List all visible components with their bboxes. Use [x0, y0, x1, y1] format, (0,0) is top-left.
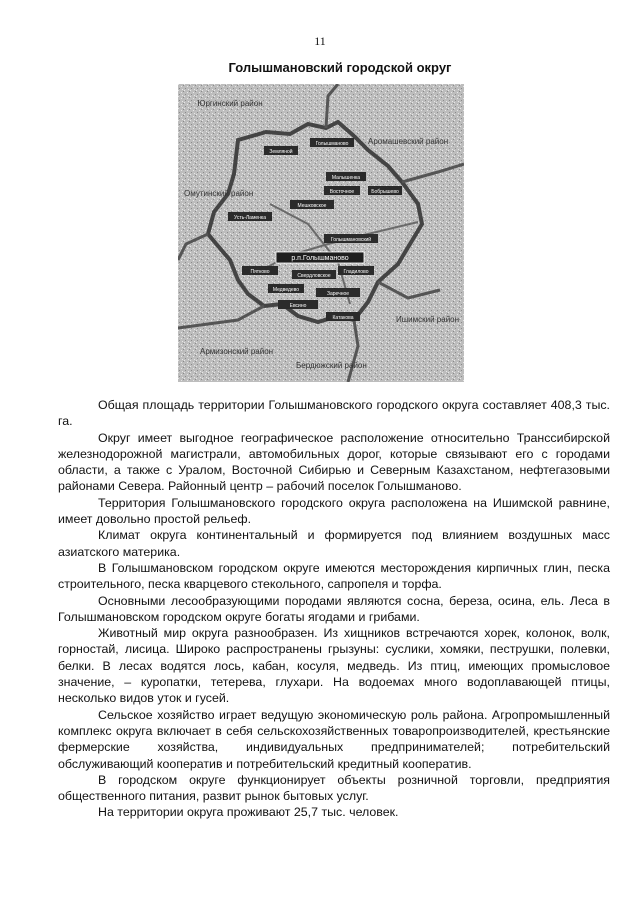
- paragraph: Животный мир округа разнообразен. Из хищников встречаются хорек, колонок, волк, горностай, лисица. Широко распространены грызуны: суслики, хомяки, пеструшки, полевки, белки. В лесах водятся лось, кабан, косуля, медведь. Из птиц, имеющих промысловое значение, – куропатки, тетерева, глухари. На водоемах много водоплавающей птицы, несколько видов уток и гусей.: [58, 626, 610, 706]
- paragraph: Территория Голышмановского городского округа расположена на Ишимской равнине, имеет довольно простой рельеф.: [58, 495, 610, 527]
- settlement-label: Мешковское: [297, 203, 327, 209]
- region-label: Армизонский район: [200, 347, 274, 356]
- region-label: Ишимский район: [396, 315, 460, 324]
- settlement-label: Евсино: [289, 303, 307, 309]
- region-label: Юргинский район: [197, 99, 263, 108]
- region-label: Аромашевский район: [368, 137, 449, 146]
- paragraph: Округ имеет выгодное географическое расположение относительно Транссибирской железнодорожной магистрали, автомобильных дорог, которые связывают его с городами области, а также с Уралом, Восточной Сибирью и Северным Казахстаном, нефтегазовыми районами Севера. Районный центр – рабочий поселок Голышманово.: [58, 430, 610, 494]
- page-title: Голышмановский городской округ: [228, 60, 452, 75]
- settlement-label: Свердловское: [297, 273, 331, 279]
- settlement-label: Земляной: [269, 149, 293, 155]
- settlement-label: Пятково: [250, 269, 270, 275]
- paragraph: В Голышмановском городском округе имеются месторождения кирпичных глин, песка строительного, песка кварцевого стекольного, сапропеля и торфа.: [58, 560, 610, 592]
- settlement-label: Голышманово: [315, 141, 349, 147]
- settlement-label: Гладилово: [343, 269, 369, 275]
- paragraph: На территории округа проживают 25,7 тыс. человек.: [98, 805, 399, 820]
- region-label: Омутинский район: [184, 189, 254, 198]
- region-label: Бердюжский район: [296, 361, 367, 370]
- paragraph: Климат округа континентальный и формируется под влиянием воздушных масс азиатского материка.: [58, 528, 610, 559]
- settlement-label: Катакова: [332, 315, 354, 321]
- settlement-label: Голышмановский: [330, 237, 372, 243]
- settlement-label: Малышенка: [331, 175, 361, 181]
- paragraph: Сельское хозяйство играет ведущую экономическую роль района. Агропромышленный комплекс округа включает в себя сельскохозяйственных товаропроизводителей, крестьянские фермерские хозяйства, индивидуальных предпринимателей; потребительский обслуживающий кооператив и потребительский кредитный кооператив.: [58, 707, 610, 771]
- settlement-label: Бобрышево: [371, 189, 399, 195]
- paragraph: Общая площадь территории Голышмановского городского округа составляет 408,3 тыс. га.: [58, 398, 610, 429]
- center-label: р.п.Голышманово: [291, 255, 349, 262]
- settlement-label: Усть-Ламенка: [233, 215, 267, 221]
- page-number: 11: [314, 34, 326, 48]
- settlement-label: Заречное: [326, 291, 350, 297]
- paragraph: В городском округе функционирует объекты розничной торговли, предприятия общественного питания, развит рынок бытовых услуг.: [58, 772, 610, 804]
- settlement-label: Медведево: [272, 287, 300, 293]
- district-map: [178, 84, 464, 382]
- paragraph: Основными лесообразующими породами являются сосна, береза, осина, ель. Леса в Голышмановском городском округе богаты ягодами и грибами.: [58, 593, 610, 624]
- settlement-label: Восточное: [329, 189, 355, 195]
- body-text: [58, 397, 610, 821]
